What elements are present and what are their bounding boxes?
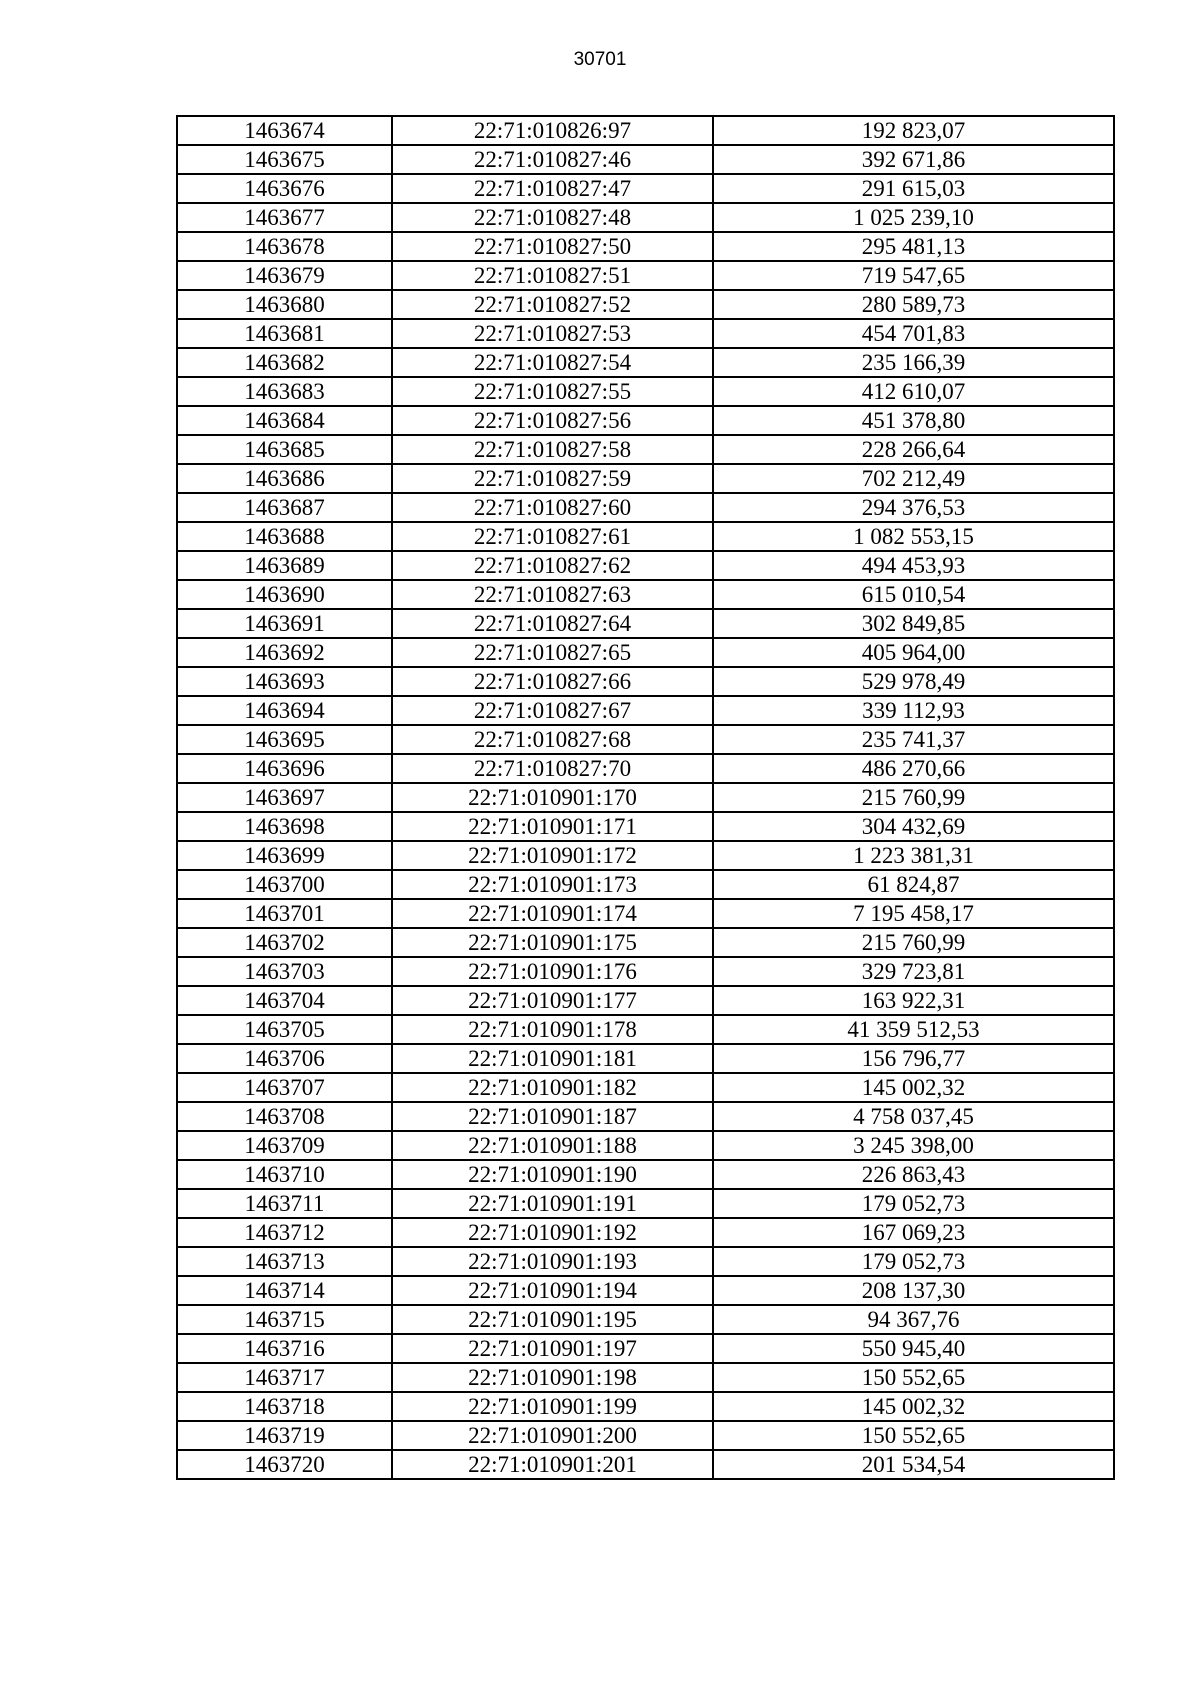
table-row bbox=[177, 551, 1114, 580]
table-row bbox=[177, 522, 1114, 551]
cadastral-value-cell: 302 849,85 bbox=[713, 609, 1114, 638]
table-row bbox=[177, 957, 1114, 986]
record-number-cell: 1463698 bbox=[177, 812, 392, 841]
cadastral-number-cell: 22:71:010827:54 bbox=[392, 348, 713, 377]
cadastral-number-cell: 22:71:010827:65 bbox=[392, 638, 713, 667]
cadastral-value-cell: 719 547,65 bbox=[713, 261, 1114, 290]
record-number-cell: 1463705 bbox=[177, 1015, 392, 1044]
record-number-cell: 1463714 bbox=[177, 1276, 392, 1305]
cadastral-number-cell: 22:71:010827:52 bbox=[392, 290, 713, 319]
cadastral-number-cell: 22:71:010827:66 bbox=[392, 667, 713, 696]
cadastral-number-cell: 22:71:010901:181 bbox=[392, 1044, 713, 1073]
cadastral-number-cell: 22:71:010827:48 bbox=[392, 203, 713, 232]
record-number-cell: 1463681 bbox=[177, 319, 392, 348]
cadastral-number-cell: 22:71:010901:172 bbox=[392, 841, 713, 870]
record-number-cell: 1463674 bbox=[177, 116, 392, 145]
record-number-cell: 1463703 bbox=[177, 957, 392, 986]
table-row bbox=[177, 1189, 1114, 1218]
table-row bbox=[177, 435, 1114, 464]
record-number-cell: 1463683 bbox=[177, 377, 392, 406]
cadastral-number-cell: 22:71:010901:200 bbox=[392, 1421, 713, 1450]
record-number-cell: 1463676 bbox=[177, 174, 392, 203]
cadastral-value-cell: 201 534,54 bbox=[713, 1450, 1114, 1479]
record-number-cell: 1463699 bbox=[177, 841, 392, 870]
cadastral-number-cell: 22:71:010901:199 bbox=[392, 1392, 713, 1421]
cadastral-value-cell: 179 052,73 bbox=[713, 1247, 1114, 1276]
record-number-cell: 1463688 bbox=[177, 522, 392, 551]
record-number-cell: 1463706 bbox=[177, 1044, 392, 1073]
cadastral-value-cell: 145 002,32 bbox=[713, 1073, 1114, 1102]
record-number-cell: 1463718 bbox=[177, 1392, 392, 1421]
cadastral-value-cell: 235 166,39 bbox=[713, 348, 1114, 377]
table-row bbox=[177, 1305, 1114, 1334]
table-row bbox=[177, 986, 1114, 1015]
cadastral-value-cell: 94 367,76 bbox=[713, 1305, 1114, 1334]
record-number-cell: 1463678 bbox=[177, 232, 392, 261]
page-number: 30701 bbox=[573, 49, 627, 70]
record-number-cell: 1463690 bbox=[177, 580, 392, 609]
record-number-cell: 1463697 bbox=[177, 783, 392, 812]
cadastral-number-cell: 22:71:010901:197 bbox=[392, 1334, 713, 1363]
cadastral-value-cell: 329 723,81 bbox=[713, 957, 1114, 986]
cadastral-value-cell: 3 245 398,00 bbox=[713, 1131, 1114, 1160]
cadastral-number-cell: 22:71:010827:68 bbox=[392, 725, 713, 754]
cadastral-number-cell: 22:71:010827:53 bbox=[392, 319, 713, 348]
cadastral-number-cell: 22:71:010827:63 bbox=[392, 580, 713, 609]
cadastral-number-cell: 22:71:010901:192 bbox=[392, 1218, 713, 1247]
cadastral-number-cell: 22:71:010901:182 bbox=[392, 1073, 713, 1102]
table-row bbox=[177, 725, 1114, 754]
cadastral-number-cell: 22:71:010827:67 bbox=[392, 696, 713, 725]
table-row bbox=[177, 464, 1114, 493]
record-number-cell: 1463711 bbox=[177, 1189, 392, 1218]
cadastral-number-cell: 22:71:010901:177 bbox=[392, 986, 713, 1015]
record-number-cell: 1463695 bbox=[177, 725, 392, 754]
record-number-cell: 1463685 bbox=[177, 435, 392, 464]
table-row bbox=[177, 638, 1114, 667]
record-number-cell: 1463679 bbox=[177, 261, 392, 290]
record-number-cell: 1463712 bbox=[177, 1218, 392, 1247]
cadastral-value-cell: 145 002,32 bbox=[713, 1392, 1114, 1421]
table-row bbox=[177, 1131, 1114, 1160]
record-number-cell: 1463684 bbox=[177, 406, 392, 435]
cadastral-number-cell: 22:71:010826:97 bbox=[392, 116, 713, 145]
cadastral-number-cell: 22:71:010827:61 bbox=[392, 522, 713, 551]
cadastral-value-cell: 4 758 037,45 bbox=[713, 1102, 1114, 1131]
record-number-cell: 1463719 bbox=[177, 1421, 392, 1450]
cadastral-number-cell: 22:71:010901:171 bbox=[392, 812, 713, 841]
cadastral-number-cell: 22:71:010827:70 bbox=[392, 754, 713, 783]
cadastral-value-cell: 163 922,31 bbox=[713, 986, 1114, 1015]
cadastral-value-cell: 295 481,13 bbox=[713, 232, 1114, 261]
cadastral-value-cell: 405 964,00 bbox=[713, 638, 1114, 667]
cadastral-value-cell: 215 760,99 bbox=[713, 783, 1114, 812]
table-row bbox=[177, 493, 1114, 522]
cadastral-value-cell: 1 223 381,31 bbox=[713, 841, 1114, 870]
cadastral-value-cell: 235 741,37 bbox=[713, 725, 1114, 754]
record-number-cell: 1463691 bbox=[177, 609, 392, 638]
record-number-cell: 1463707 bbox=[177, 1073, 392, 1102]
table-row bbox=[177, 783, 1114, 812]
cadastral-number-cell: 22:71:010827:62 bbox=[392, 551, 713, 580]
cadastral-number-cell: 22:71:010827:55 bbox=[392, 377, 713, 406]
table-row bbox=[177, 145, 1114, 174]
record-number-cell: 1463687 bbox=[177, 493, 392, 522]
registry-table bbox=[176, 115, 1115, 1480]
cadastral-value-cell: 280 589,73 bbox=[713, 290, 1114, 319]
cadastral-value-cell: 167 069,23 bbox=[713, 1218, 1114, 1247]
record-number-cell: 1463675 bbox=[177, 145, 392, 174]
table-row bbox=[177, 1073, 1114, 1102]
cadastral-value-cell: 1 082 553,15 bbox=[713, 522, 1114, 551]
cadastral-number-cell: 22:71:010901:191 bbox=[392, 1189, 713, 1218]
cadastral-number-cell: 22:71:010901:174 bbox=[392, 899, 713, 928]
cadastral-value-cell: 7 195 458,17 bbox=[713, 899, 1114, 928]
table-row bbox=[177, 203, 1114, 232]
table-row bbox=[177, 1044, 1114, 1073]
cadastral-number-cell: 22:71:010901:193 bbox=[392, 1247, 713, 1276]
cadastral-number-cell: 22:71:010827:51 bbox=[392, 261, 713, 290]
table-row bbox=[177, 1247, 1114, 1276]
table-row bbox=[177, 696, 1114, 725]
cadastral-number-cell: 22:71:010901:190 bbox=[392, 1160, 713, 1189]
table-row bbox=[177, 174, 1114, 203]
cadastral-number-cell: 22:71:010901:173 bbox=[392, 870, 713, 899]
record-number-cell: 1463717 bbox=[177, 1363, 392, 1392]
table-row bbox=[177, 377, 1114, 406]
table-row bbox=[177, 348, 1114, 377]
cadastral-value-cell: 192 823,07 bbox=[713, 116, 1114, 145]
cadastral-value-cell: 208 137,30 bbox=[713, 1276, 1114, 1305]
table-row bbox=[177, 1450, 1114, 1479]
cadastral-value-cell: 702 212,49 bbox=[713, 464, 1114, 493]
cadastral-value-cell: 304 432,69 bbox=[713, 812, 1114, 841]
table-row bbox=[177, 609, 1114, 638]
cadastral-value-cell: 454 701,83 bbox=[713, 319, 1114, 348]
cadastral-number-cell: 22:71:010901:188 bbox=[392, 1131, 713, 1160]
record-number-cell: 1463689 bbox=[177, 551, 392, 580]
cadastral-number-cell: 22:71:010827:59 bbox=[392, 464, 713, 493]
table-row bbox=[177, 841, 1114, 870]
record-number-cell: 1463682 bbox=[177, 348, 392, 377]
record-number-cell: 1463700 bbox=[177, 870, 392, 899]
record-number-cell: 1463693 bbox=[177, 667, 392, 696]
record-number-cell: 1463708 bbox=[177, 1102, 392, 1131]
table-row bbox=[177, 1102, 1114, 1131]
cadastral-number-cell: 22:71:010901:175 bbox=[392, 928, 713, 957]
table-row bbox=[177, 1160, 1114, 1189]
cadastral-number-cell: 22:71:010901:178 bbox=[392, 1015, 713, 1044]
cadastral-value-cell: 228 266,64 bbox=[713, 435, 1114, 464]
cadastral-value-cell: 215 760,99 bbox=[713, 928, 1114, 957]
cadastral-number-cell: 22:71:010901:176 bbox=[392, 957, 713, 986]
record-number-cell: 1463709 bbox=[177, 1131, 392, 1160]
record-number-cell: 1463680 bbox=[177, 290, 392, 319]
cadastral-number-cell: 22:71:010827:47 bbox=[392, 174, 713, 203]
cadastral-number-cell: 22:71:010827:46 bbox=[392, 145, 713, 174]
cadastral-value-cell: 156 796,77 bbox=[713, 1044, 1114, 1073]
cadastral-number-cell: 22:71:010827:50 bbox=[392, 232, 713, 261]
cadastral-value-cell: 550 945,40 bbox=[713, 1334, 1114, 1363]
table-row bbox=[177, 1218, 1114, 1247]
record-number-cell: 1463692 bbox=[177, 638, 392, 667]
record-number-cell: 1463696 bbox=[177, 754, 392, 783]
cadastral-value-cell: 1 025 239,10 bbox=[713, 203, 1114, 232]
record-number-cell: 1463710 bbox=[177, 1160, 392, 1189]
record-number-cell: 1463702 bbox=[177, 928, 392, 957]
cadastral-number-cell: 22:71:010901:195 bbox=[392, 1305, 713, 1334]
cadastral-value-cell: 451 378,80 bbox=[713, 406, 1114, 435]
record-number-cell: 1463715 bbox=[177, 1305, 392, 1334]
cadastral-value-cell: 179 052,73 bbox=[713, 1189, 1114, 1218]
table-row bbox=[177, 1421, 1114, 1450]
cadastral-number-cell: 22:71:010827:58 bbox=[392, 435, 713, 464]
record-number-cell: 1463677 bbox=[177, 203, 392, 232]
record-number-cell: 1463701 bbox=[177, 899, 392, 928]
cadastral-number-cell: 22:71:010827:60 bbox=[392, 493, 713, 522]
cadastral-value-cell: 226 863,43 bbox=[713, 1160, 1114, 1189]
record-number-cell: 1463686 bbox=[177, 464, 392, 493]
table-row bbox=[177, 1334, 1114, 1363]
table-row bbox=[177, 1392, 1114, 1421]
cadastral-number-cell: 22:71:010827:56 bbox=[392, 406, 713, 435]
record-number-cell: 1463694 bbox=[177, 696, 392, 725]
table-row bbox=[177, 580, 1114, 609]
cadastral-number-cell: 22:71:010901:198 bbox=[392, 1363, 713, 1392]
cadastral-number-cell: 22:71:010901:194 bbox=[392, 1276, 713, 1305]
table-row bbox=[177, 406, 1114, 435]
table-row bbox=[177, 1363, 1114, 1392]
cadastral-value-cell: 150 552,65 bbox=[713, 1421, 1114, 1450]
table-row bbox=[177, 319, 1114, 348]
cadastral-value-cell: 412 610,07 bbox=[713, 377, 1114, 406]
cadastral-number-cell: 22:71:010901:170 bbox=[392, 783, 713, 812]
cadastral-value-cell: 392 671,86 bbox=[713, 145, 1114, 174]
cadastral-value-cell: 615 010,54 bbox=[713, 580, 1114, 609]
record-number-cell: 1463720 bbox=[177, 1450, 392, 1479]
cadastral-value-cell: 41 359 512,53 bbox=[713, 1015, 1114, 1044]
table-row bbox=[177, 261, 1114, 290]
table-row bbox=[177, 290, 1114, 319]
cadastral-value-cell: 486 270,66 bbox=[713, 754, 1114, 783]
table-row bbox=[177, 1276, 1114, 1305]
cadastral-value-cell: 294 376,53 bbox=[713, 493, 1114, 522]
table-row bbox=[177, 812, 1114, 841]
cadastral-number-cell: 22:71:010901:187 bbox=[392, 1102, 713, 1131]
cadastral-value-cell: 339 112,93 bbox=[713, 696, 1114, 725]
cadastral-value-cell: 150 552,65 bbox=[713, 1363, 1114, 1392]
table-row bbox=[177, 899, 1114, 928]
table-row bbox=[177, 232, 1114, 261]
cadastral-value-cell: 494 453,93 bbox=[713, 551, 1114, 580]
record-number-cell: 1463704 bbox=[177, 986, 392, 1015]
table-row bbox=[177, 1015, 1114, 1044]
table-row bbox=[177, 116, 1114, 145]
table-row bbox=[177, 870, 1114, 899]
cadastral-value-cell: 61 824,87 bbox=[713, 870, 1114, 899]
table-row bbox=[177, 928, 1114, 957]
cadastral-number-cell: 22:71:010827:64 bbox=[392, 609, 713, 638]
registry-table-body bbox=[177, 116, 1114, 1479]
table-row bbox=[177, 754, 1114, 783]
cadastral-value-cell: 529 978,49 bbox=[713, 667, 1114, 696]
table-row bbox=[177, 667, 1114, 696]
record-number-cell: 1463713 bbox=[177, 1247, 392, 1276]
record-number-cell: 1463716 bbox=[177, 1334, 392, 1363]
cadastral-value-cell: 291 615,03 bbox=[713, 174, 1114, 203]
cadastral-number-cell: 22:71:010901:201 bbox=[392, 1450, 713, 1479]
